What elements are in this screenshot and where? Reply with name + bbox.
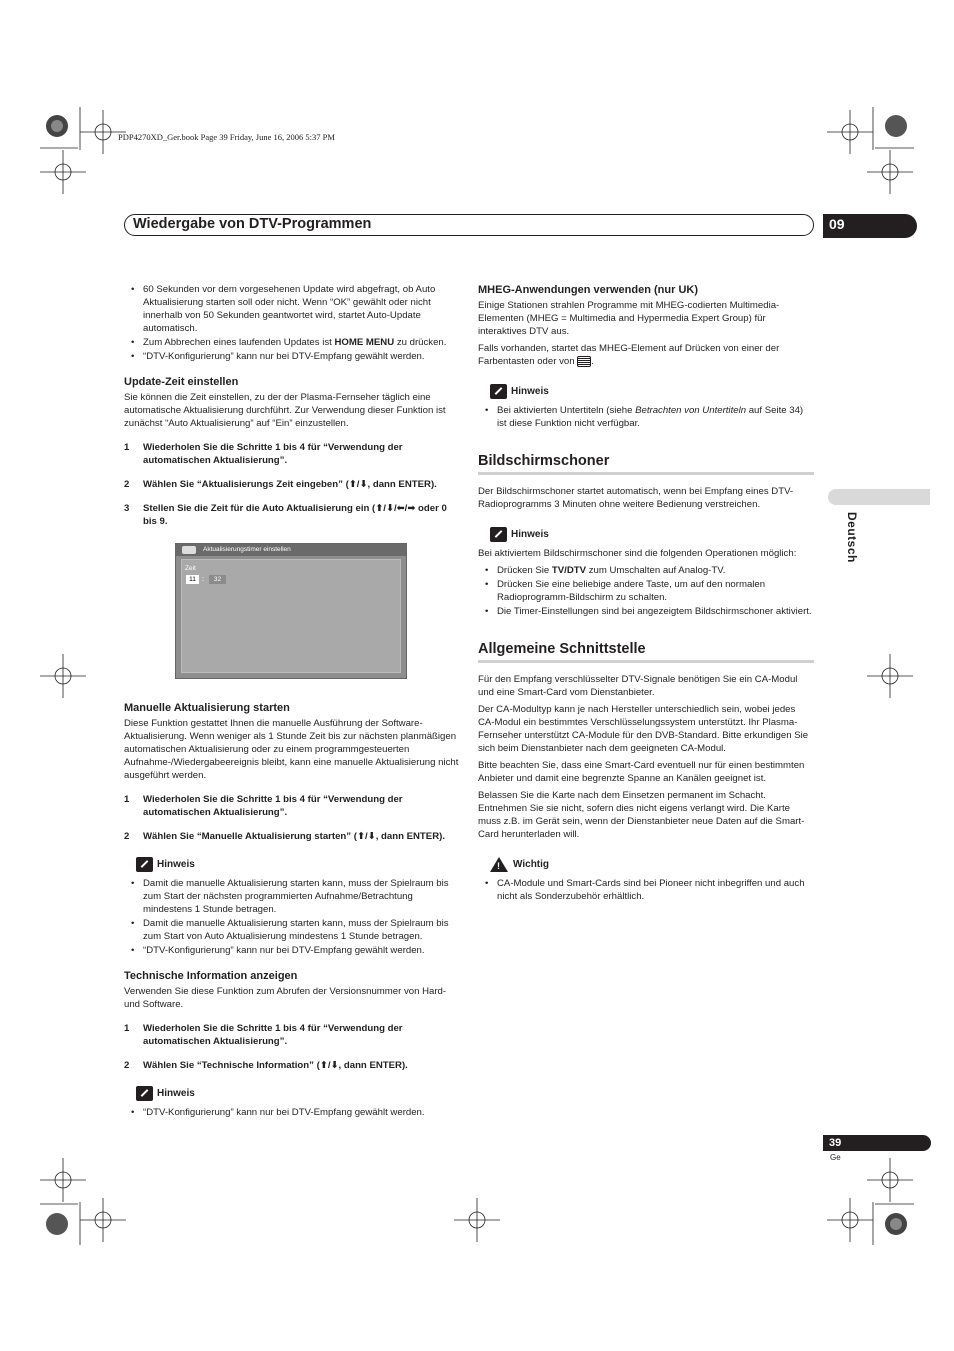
list-item: • 60 Sekunden vor dem vorgesehenen Update wird abgefragt, ob Auto Aktualisierung starten soll oder nicht. Wenn “OK” gewählt oder nicht innerhalb von 50 Sekunden geantwortet wird, startet Auto-Update automatisch. — [124, 283, 462, 335]
crosshair-icon — [40, 654, 86, 698]
warning-list — [478, 877, 814, 903]
list-item: • CA-Module und Smart-Cards sind bei Pioneer nicht inbegriffen und auch nicht als Sonderzubehör erhältlich. — [478, 877, 814, 903]
paragraph: Bei aktiviertem Bildschirmschoner sind die folgenden Operationen möglich: — [478, 548, 797, 559]
paragraph: Belassen Sie die Karte nach dem Einsetzen permanent im Schacht. Entnehmen Sie sie nicht, sofern dies nicht eigens verlangt wird. Die Karte muss z.B. im Gerät sein, wenn der Dienstanbieter neue Daten auf die Smart-Card herunterladen will. — [478, 790, 805, 840]
language-label: Deutsch — [845, 512, 859, 563]
section-heading: Bildschirmschoner — [478, 452, 814, 475]
pencil-icon — [136, 1086, 153, 1101]
section-heading: Update-Zeit einstellen — [124, 376, 239, 388]
pencil-icon — [136, 857, 153, 872]
paragraph: Der CA-Modultyp kann je nach Hersteller unterschiedlich sein, wobei jedes CA-Modul ein bestimmtes Verschlüsselungssystem unterstützt. Ihr Plasma-Fernseher unterstützt CA-Module für den DVB-Standard. Bitte erkundigen Sie sich beim Dienstanbieter nach dem geeigneten CA-Modul. — [478, 704, 809, 754]
note-heading: Hinweis — [136, 857, 462, 872]
paragraph: Der Bildschirmschoner startet automatisch, wenn bei Empfang eines DTV-Radioprogramms 3 Minuten ohne weitere Bedienung verstreichen. — [478, 486, 794, 510]
right-column — [478, 283, 814, 904]
page-language-code: Ge — [830, 1153, 841, 1162]
crosshair-icon — [827, 110, 873, 154]
list-item: • “DTV-Konfigurierung” kann nur bei DTV-Empfang gewählt werden. — [124, 944, 462, 957]
osd-panel — [181, 559, 401, 673]
step: 2 Wählen Sie “Aktualisierungs Zeit eingeben” (⬆/⬇, dann ENTER). — [124, 479, 437, 490]
step: 2 Wählen Sie “Manuelle Aktualisierung starten” (⬆/⬇, dann ENTER). — [124, 831, 445, 842]
warning-heading: ! Wichtig — [490, 857, 814, 872]
note-heading: Hinweis — [136, 1086, 462, 1101]
chapter-number: 09 — [823, 214, 917, 238]
step: 1 Wiederholen Sie die Schritte 1 bis 4 für “Verwendung der automatischen Aktualisierung”. — [124, 1023, 403, 1047]
crosshair-icon — [867, 1158, 913, 1202]
warning-icon — [490, 857, 508, 872]
section-heading: Manuelle Aktualisierung starten — [124, 702, 290, 714]
section-heading: Technische Information anzeigen — [124, 970, 298, 982]
paragraph: Diese Funktion gestattet Ihnen die manuelle Ausführung der Software-Aktualisierung. Wenn weniger als 1 Stunde Zeit bis zur nächsten planmäßigen automatischen Aktualisierung oder zu einem programmgesteuerten Aufnahme-/Wiedergabeereignis bleibt, kann eine manuelle Aktualisierung nicht ausgeführt werden. — [124, 718, 459, 781]
osd-label: Zeit — [185, 565, 196, 572]
crosshair-icon — [40, 150, 86, 194]
list-item: • Zum Abbrechen eines laufenden Updates ist HOME MENU zu drücken. — [124, 336, 462, 349]
note-heading: Hinweis — [490, 527, 814, 542]
left-column — [124, 283, 462, 1120]
list-item: • “DTV-Konfigurierung” kann nur bei DTV-Empfang gewählt werden. — [124, 1106, 462, 1119]
step: 1 Wiederholen Sie die Schritte 1 bis 4 für “Verwendung der automatischen Aktualisierung”. — [124, 794, 403, 818]
color-target-icon — [885, 115, 907, 137]
crosshair-icon — [867, 150, 913, 194]
page-number: 39 — [823, 1135, 931, 1151]
note-list — [478, 404, 814, 430]
paragraph: Falls vorhanden, startet das MHEG-Element auf Drücken von einer der Farbentasten oder von . — [478, 343, 780, 367]
section-heading: MHEG-Anwendungen verwenden (nur UK) — [478, 284, 698, 296]
osd-screenshot — [175, 543, 407, 679]
text-button-icon — [577, 356, 591, 367]
osd-hour-field: 11 — [186, 575, 199, 584]
note-list — [478, 564, 814, 618]
note-heading: Hinweis — [490, 384, 814, 399]
color-target-icon — [46, 1213, 68, 1235]
color-target-icon — [885, 1213, 907, 1235]
pencil-icon — [490, 527, 507, 542]
crosshair-icon — [867, 654, 913, 698]
crosshair-icon — [454, 1198, 500, 1242]
list-item: • Die Timer-Einstellungen sind bei angezeigtem Bildschirmschoner aktiviert. — [478, 605, 814, 618]
language-tab — [828, 489, 930, 505]
osd-colon: : — [202, 576, 204, 583]
paragraph: Sie können die Zeit einstellen, zu der der Plasma-Fernseher täglich eine automatische Aktualisierung durchführt. Zur Verwendung dieser Funktion ist zunächst “Auto Aktualisierung” auf “Ein” einzustellen. — [124, 392, 446, 429]
intro-bullets — [124, 283, 462, 363]
list-item: • Damit die manuelle Aktualisierung starten kann, muss der Spielraum bis zum Start von Auto Aktualisierung mindestens 1 Stunde betragen. — [124, 917, 462, 943]
crosshair-icon — [827, 1198, 873, 1242]
paragraph: Einige Stationen strahlen Programme mit MHEG-codierten Multimedia-Elementen (MHEG = Multimedia and Hypermedia Expert Group) für interaktives DTV aus. — [478, 300, 780, 337]
menu-icon — [182, 546, 196, 554]
paragraph: Für den Empfang verschlüsselter DTV-Signale benötigen Sie ein CA-Modul und eine Smart-Card vom Dienstanbieter. — [478, 674, 798, 698]
paragraph: Bitte beachten Sie, dass eine Smart-Card eventuell nur für einen bestimmten Anbieter und damit eine begrenzte Spanne an Kanälen geeignet ist. — [478, 760, 805, 784]
color-target-icon — [46, 115, 68, 137]
print-info: PDP4270XD_Ger.book Page 39 Friday, June 16, 2006 5:37 PM — [118, 132, 335, 142]
osd-title-bar: Aktualisierungstimer einstellen — [176, 544, 406, 556]
list-item: • Bei aktivierten Untertiteln (siehe Betrachten von Untertiteln auf Seite 34) ist diese Funktion nicht verfügbar. — [478, 404, 814, 430]
list-item: • Drücken Sie eine beliebige andere Taste, um auf den normalen Radioprogramm-Bildschirm zu schalten. — [478, 578, 814, 604]
list-item: • Drücken Sie TV/DTV zum Umschalten auf Analog-TV. — [478, 564, 814, 577]
step: 1 Wiederholen Sie die Schritte 1 bis 4 für “Verwendung der automatischen Aktualisierung”. — [124, 442, 403, 466]
osd-minute-field: 32 — [209, 575, 226, 584]
step: 3 Stellen Sie die Zeit für die Auto Aktualisierung ein (⬆/⬇/⬅/➡ oder 0 bis 9. — [124, 503, 447, 527]
crosshair-icon — [80, 1198, 126, 1242]
page-title: Wiedergabe von DTV-Programmen — [133, 216, 372, 232]
paragraph: Verwenden Sie diese Funktion zum Abrufen der Versionsnummer von Hard- und Software. — [124, 986, 447, 1010]
list-item: • “DTV-Konfigurierung” kann nur bei DTV-Empfang gewählt werden. — [124, 350, 462, 363]
crosshair-icon — [40, 1158, 86, 1202]
note-list — [124, 1106, 462, 1119]
section-heading: Allgemeine Schnittstelle — [478, 640, 814, 663]
note-list — [124, 877, 462, 957]
pencil-icon — [490, 384, 507, 399]
step: 2 Wählen Sie “Technische Information” (⬆/⬇, dann ENTER). — [124, 1060, 408, 1071]
list-item: • Damit die manuelle Aktualisierung starten kann, muss der Spielraum bis zum Start der nächsten programmierten Aufnahme/Betrachtung mindestens 1 Stunde betragen. — [124, 877, 462, 916]
